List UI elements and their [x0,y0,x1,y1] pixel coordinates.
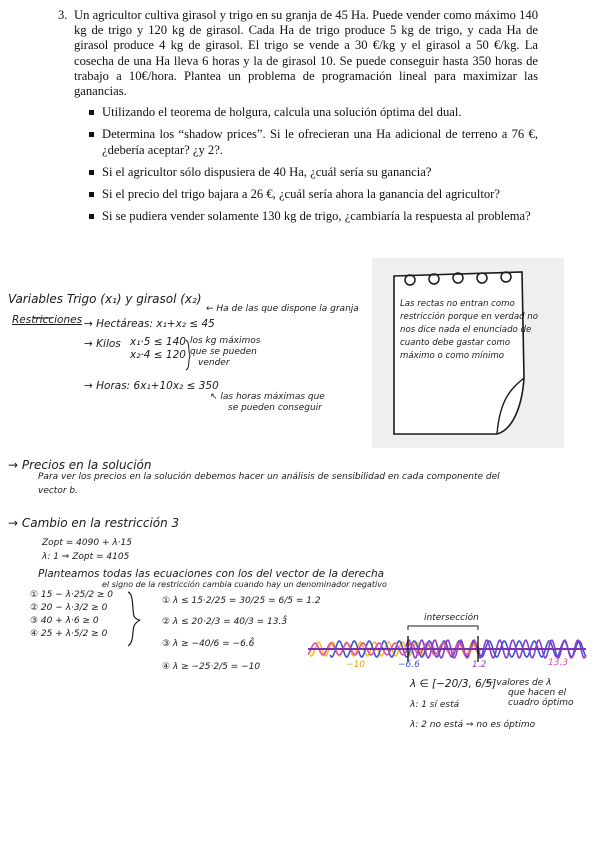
restricciones-label: Restricciones [12,314,83,326]
precios-body: Para ver los precios en la solución debemos hacer un análisis de sensibilidad en cada componente del [38,472,500,482]
equation-right: ④ λ ≥ −25·2/5 = −10 [162,662,261,672]
hectareas-note: ← Ha de las que dispone la granja [206,304,359,314]
wave-line-2 [330,641,586,657]
wave-line-1 [310,642,480,656]
planteamos-line: Planteamos todas las ecuaciones con los del vector de la derecha [38,568,385,580]
bullet-icon [89,214,94,219]
equation-right: ② λ ≤ 20·2/3 = 40/3 = 13.3̂ [162,617,288,627]
kilos-eq-2: x₂·4 ≤ 120 [130,349,186,361]
sticky-note-text: Las rectas no entran como restricción porque en verdad no nos dice nada el enunciado de cuanto debe gastar como máximo o como mínimo [400,299,539,361]
horas-constraint: → Horas: 6x₁+10x₂ ≤ 350 [84,380,219,392]
planteamos-note: el signo de la restricción cambia cuando hay un denominador negativo [102,580,387,589]
problem-text: Un agricultor cultiva girasol y trigo en su granja de 45 Ha. Puede vender como máximo 140 kg de trigo y 120 kg de girasol. Cada Ha de trigo produce 5 kg de trigo, y cada Ha de girasol produce 4 kg de girasol. El trigo se vende a 30 €/kg y el girasol a 50 €/kg. La cosecha de una Ha lleva 6 horas y la de girasol 10. Se puede conseguir hasta 350 horas de trabajo a 10€/hora. Plantea un problema de programación lineal para maximizar las ganancias. [74,8,538,99]
equation-right: ① λ ≤ 15·2/25 = 30/25 = 6/5 = 1.2 [162,596,321,606]
axis-label: −10 [346,660,365,670]
bullet-icon [89,192,94,197]
axis-label: 13.3 [548,658,569,668]
lambda-check-1: λ: 1 sí está [410,700,460,710]
equation-left: ④ 25 + λ·5/2 ≥ 0 [30,629,108,639]
equation-left: ① 15 − λ·25/2 ≥ 0 [30,590,114,600]
problem-number: 3. [58,8,68,22]
precios-title: → Precios en la solución [8,458,152,472]
bullet-icon [89,110,94,115]
problem-statement [58,8,538,231]
interval-note: cuadro óptimo [508,698,574,708]
kilos-note: vender [198,358,230,368]
kilos-note: los kg máximos [190,336,261,346]
horas-note: ↖ las horas máximas que [210,392,325,402]
cambio-title: → Cambio en la restricción 3 [8,516,180,530]
lambda-line: λ: 1 ⇒ Zopt = 4105 [42,552,130,562]
axis-label: 1.2 [472,660,487,670]
brace-icon [128,592,140,646]
interval-note: que hacen el [508,688,567,698]
wave-line-3 [406,640,586,658]
interseccion-bracket [408,626,478,630]
question-item: Si el agricultor sólo dispusiera de 40 Ha, ¿cuál sería su ganancia? [102,165,538,180]
equation-left: ② 20 − λ·3/2 ≥ 0 [30,603,108,613]
precios-body: vector b. [38,486,78,496]
lambda-check-2: λ: 2 no está ⇒ no es óptimo [410,720,536,730]
question-item: Determina los “shadow prices”. Si le ofrecieran una Ha adicional de terreno a 76 €, ¿debería aceptar? ¿y 2?. [102,127,538,157]
bullet-icon [89,132,94,137]
interval-result: λ ∈ [−20/3, 6/5] [410,678,497,690]
zopt-line: Zopt = 4090 + λ·15 [42,538,132,548]
kilos-eq-1: x₁·5 ≤ 140 [130,336,186,348]
variables-line: Variables Trigo (x₁) y girasol (x₂) [8,292,202,306]
equation-right: ③ λ ≥ −40/6 = −6.6̂ [162,639,255,649]
interval-note: ← valores de λ [486,678,552,688]
horas-note: se pueden conseguir [228,403,322,413]
kilos-label: → Kilos [84,338,121,350]
wave-line-4 [308,643,480,655]
interseccion-label: intersección [424,613,479,623]
question-item: Si el precio del trigo bajara a 26 €, ¿cuál sería ahora la ganancia del agricultor? [102,187,538,202]
question-list [58,105,538,224]
equation-left: ③ 40 + λ·6 ≥ 0 [30,616,99,626]
bullet-icon [89,170,94,175]
sticky-note [372,258,564,448]
axis-label: −6.6 [398,660,420,670]
hectareas-constraint: → Hectáreas: x₁+x₂ ≤ 45 [84,318,215,330]
kilos-note: que se pueden [190,347,257,357]
question-item: Si se pudiera vender solamente 130 kg de trigo, ¿cambiaría la respuesta al problema? [102,209,538,224]
question-item: Utilizando el teorema de holgura, calcula una solución óptima del dual. [102,105,538,120]
